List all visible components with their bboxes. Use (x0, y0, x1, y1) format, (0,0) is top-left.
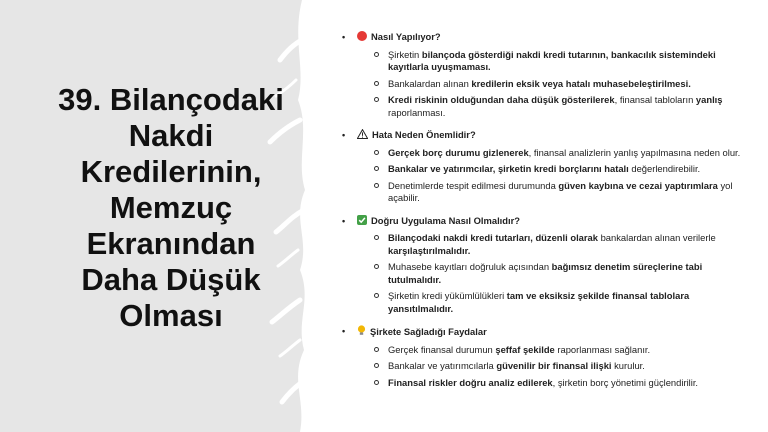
hollow-bullet-icon (374, 150, 379, 155)
section-heading-text: Şirkete Sağladığı Faydalar (370, 326, 487, 337)
emphasis-text: şeffaf şekilde (495, 343, 555, 355)
section-heading (340, 31, 755, 45)
check-icon (357, 215, 367, 229)
sub-bullet-item (340, 78, 755, 91)
sub-bullet-item (340, 163, 755, 176)
sub-bullet-item (340, 344, 755, 357)
title-line: Kredilerinin, (80, 154, 262, 189)
emphasis-text: Gerçek borç durumu gizlenerek (388, 146, 529, 158)
hollow-bullet-icon (374, 52, 379, 57)
hollow-bullet-icon (374, 81, 379, 86)
emphasis-text: tam ve eksiksiz şekilde finansal tablolara yansıtılmalıdır. (388, 290, 690, 314)
left-panel (0, 0, 330, 432)
sub-bullet-item (340, 360, 755, 373)
emphasis-text: Finansal riskler doğru analiz edilerek (388, 376, 553, 388)
body-text: Denetimlerde tespit edilmesi durumunda (388, 179, 559, 191)
warning-icon (357, 129, 368, 143)
emphasis-text: güven kaybına ve cezai yaptırımlara (558, 179, 718, 191)
sub-bullet-item (340, 261, 755, 286)
title-line: Ekranından (86, 226, 256, 261)
emphasis-text: güvenilir bir finansal ilişki (496, 360, 612, 371)
hollow-bullet-icon (374, 264, 379, 269)
hollow-bullet-icon (374, 235, 379, 240)
title-line: Memzuç (109, 190, 233, 225)
title-line: Olması (119, 298, 223, 333)
sub-bullet-item (340, 377, 755, 390)
sub-bullet-list (340, 49, 755, 120)
sub-bullet-item (340, 232, 755, 257)
section (340, 325, 755, 389)
slide-title (40, 82, 302, 334)
body-text: kurulur. (611, 360, 645, 371)
body-text: bankalardan alınan verilerle (597, 232, 716, 243)
body-text: , şirketin borç yönetimi güçlendirilir. (552, 376, 699, 388)
body-text: Bankalardan alınan (388, 77, 472, 89)
emphasis-text: karşılaştırılmalıdır. (388, 244, 471, 256)
emphasis-text: kredilerin eksik veya hatalı muhasebeleştirilmesi. (471, 77, 691, 89)
emphasis-text: yanlış (695, 94, 723, 105)
bullet-dot: • (342, 32, 346, 42)
title-line: Nakdi (128, 118, 214, 153)
hollow-bullet-icon (374, 347, 379, 352)
emphasis-text: Kredi riskinin olduğundan daha düşük gösterilerek (388, 94, 615, 105)
emphasis-text: Bankalar ve yatırımcılar, şirketin kredi borçlarını hatalı (388, 163, 629, 174)
sub-bullet-item (340, 94, 755, 119)
body-text: raporlanması sağlanır. (554, 343, 651, 355)
section (340, 31, 755, 119)
sub-bullet-list (340, 147, 755, 205)
body-text: yol açabilir. (388, 179, 733, 203)
lightbulb-icon (357, 325, 366, 340)
hollow-bullet-icon (374, 97, 379, 102)
title-line: Daha Düşük (81, 262, 261, 297)
body-text: , finansal analizlerin yanlış yapılmasına neden olur. (528, 146, 741, 158)
hollow-bullet-icon (374, 166, 379, 171)
hollow-bullet-icon (374, 380, 379, 385)
section-heading-text: Doğru Uygulama Nasıl Olmalıdır? (371, 214, 520, 226)
bullet-dot: • (342, 130, 346, 140)
sub-bullet-list (340, 232, 755, 315)
section-heading (340, 129, 755, 143)
sub-bullet-list (340, 344, 755, 390)
body-text: Bankalar ve yatırımcılarla (388, 360, 497, 371)
sub-bullet-item (340, 180, 755, 205)
section (340, 215, 755, 316)
body-text: Muhasebe kayıtları doğruluk açısından (388, 261, 552, 272)
body-text: Şirketin (388, 48, 422, 60)
body-text: değerlendirebilir. (628, 163, 701, 174)
body-text: Gerçek finansal durumun (388, 343, 496, 355)
bullet-dot: • (342, 215, 346, 226)
emphasis-text: bilançoda gösterdiği nakdi kredi tutarının, bankacılık sistemindeki kayıtlarla uyuşmaması. (388, 48, 716, 72)
hollow-bullet-icon (374, 363, 379, 368)
body-text: , finansal tabloların (614, 94, 696, 105)
sub-bullet-item (340, 147, 755, 160)
sub-bullet-item (340, 49, 755, 74)
hollow-bullet-icon (374, 183, 379, 188)
section (340, 129, 755, 205)
hollow-bullet-icon (374, 293, 379, 298)
section-heading (340, 325, 755, 340)
emphasis-text: Bilançodaki nakdi kredi tutarları, düzenli olarak (388, 232, 598, 243)
emphasis-text: bağımsız denetim süreçlerine tabi tutulmalıdır. (388, 261, 703, 285)
section-heading-text: Hata Neden Önemlidir? (372, 129, 476, 140)
title-line: 39. Bilançodaki (58, 82, 284, 117)
section-heading-text: Nasıl Yapılıyor? (371, 31, 441, 42)
bullet-dot: • (342, 326, 346, 336)
section-heading (340, 215, 755, 229)
red-circle-icon (357, 31, 367, 45)
sub-bullet-item (340, 290, 755, 315)
bullet-content (340, 31, 755, 399)
body-text: Şirketin kredi yükümlülükleri (388, 290, 507, 301)
body-text: raporlanması. (388, 106, 446, 118)
